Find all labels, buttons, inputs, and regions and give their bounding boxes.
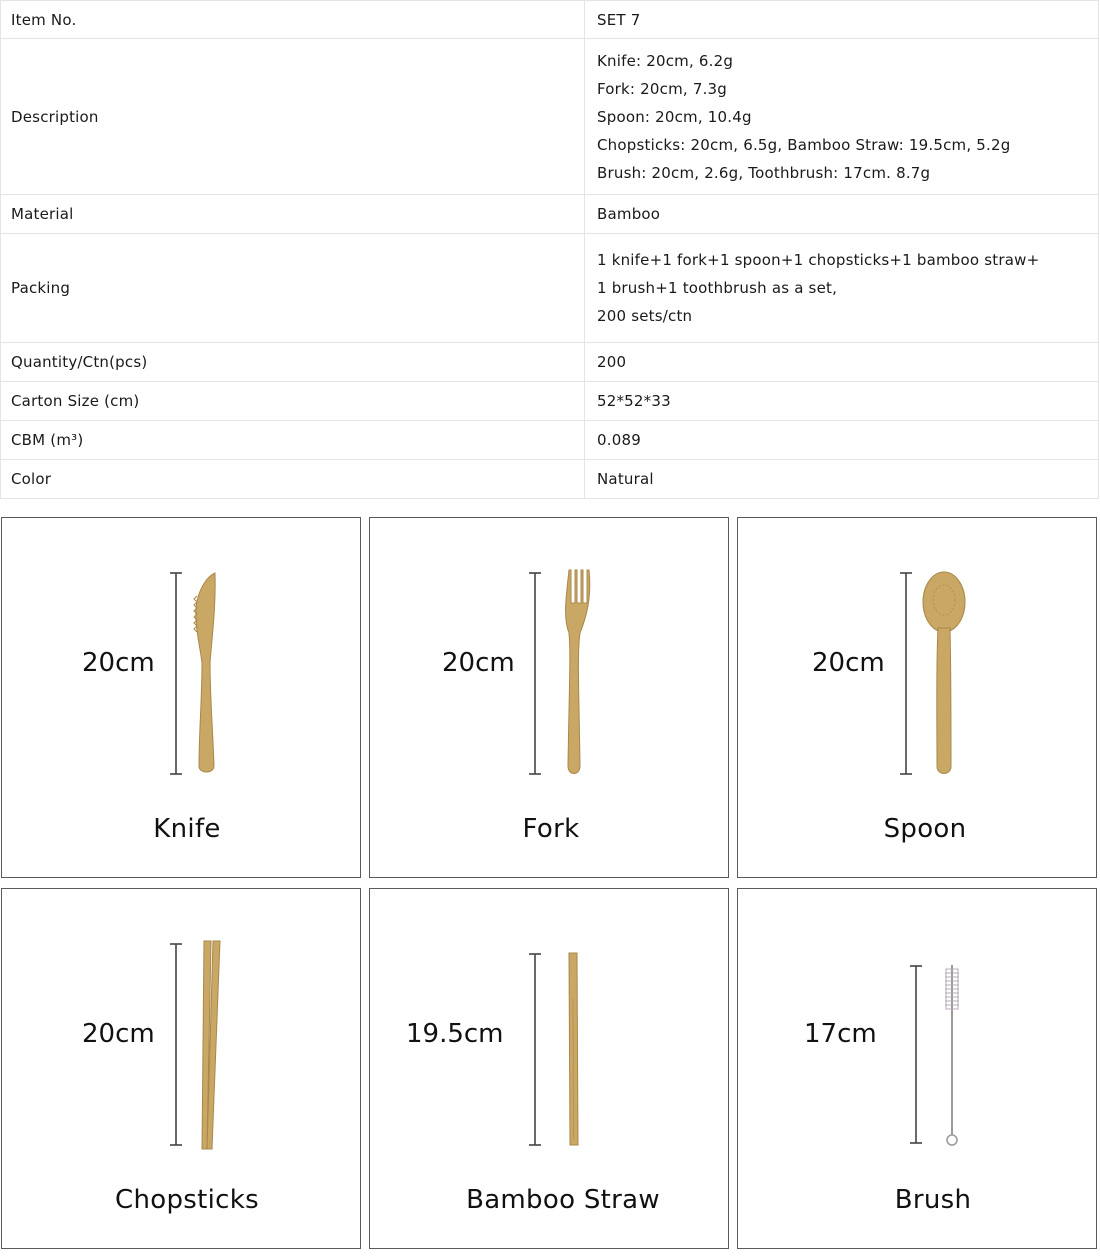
- spec-row-color: [1, 460, 1099, 499]
- spec-label: Packing: [1, 234, 585, 343]
- product-size: 19.5cm: [406, 1019, 504, 1049]
- spec-value: Knife: 20cm, 6.2g Fork: 20cm, 7.3g Spoon: 20cm, 10.4g Chopsticks: 20cm, 6.5g, Bamboo Straw: 19.5cm, 5.2g Brush: 20cm, 2.6g, Toothbrush: 17cm. 8.7g: [585, 39, 1099, 195]
- product-name: Spoon: [883, 814, 967, 844]
- spec-row-packing: [1, 234, 1099, 343]
- spec-label: Color: [1, 460, 585, 499]
- product-size: 20cm: [812, 648, 885, 678]
- spec-table: [0, 0, 1099, 499]
- spec-label: Item No.: [1, 1, 585, 39]
- product-card-brush: [737, 888, 1097, 1249]
- product-name: Brush: [894, 1185, 972, 1215]
- product-size: 20cm: [82, 648, 155, 678]
- product-size: 17cm: [804, 1019, 877, 1049]
- spec-value: Bamboo: [585, 195, 1099, 234]
- product-name: Fork: [522, 814, 580, 844]
- spec-value: 200: [585, 343, 1099, 382]
- spec-row-cbm: [1, 421, 1099, 460]
- spec-row-description: [1, 39, 1099, 195]
- product-card-fork: [369, 517, 729, 878]
- spec-row-material: [1, 195, 1099, 234]
- spec-value: Natural: [585, 460, 1099, 499]
- product-card-knife: [1, 517, 361, 878]
- spec-label: CBM (m³): [1, 421, 585, 460]
- product-name: Knife: [153, 814, 221, 844]
- product-size: 20cm: [442, 648, 515, 678]
- product-card-bamboo-straw: [369, 888, 729, 1249]
- product-card-chopsticks: [1, 888, 361, 1249]
- spec-label: Material: [1, 195, 585, 234]
- product-name: Bamboo Straw: [466, 1185, 660, 1215]
- product-card-spoon: [737, 517, 1097, 878]
- spec-value: 0.089: [585, 421, 1099, 460]
- product-name: Chopsticks: [115, 1185, 259, 1215]
- spec-value: SET 7: [585, 1, 1099, 39]
- spec-value: 52*52*33: [585, 382, 1099, 421]
- product-size: 20cm: [82, 1019, 155, 1049]
- spec-label: Carton Size (cm): [1, 382, 585, 421]
- spec-label: Quantity/Ctn(pcs): [1, 343, 585, 382]
- spec-row-quantity: [1, 343, 1099, 382]
- spec-row-item-no: [1, 1, 1099, 39]
- spec-label: Description: [1, 39, 585, 195]
- spec-row-carton-size: [1, 382, 1099, 421]
- spec-value: 1 knife+1 fork+1 spoon+1 chopsticks+1 bamboo straw+ 1 brush+1 toothbrush as a set, 200 sets/ctn: [585, 234, 1099, 343]
